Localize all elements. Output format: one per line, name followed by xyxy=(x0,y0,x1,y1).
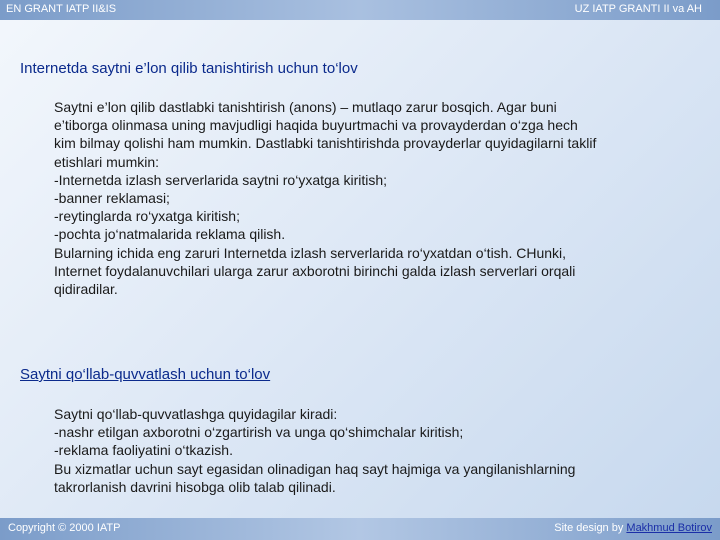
body-line: Bularning ichida eng zaruri Internetda izlash serverlarida ro‘yxatdan o‘tish. CHunki, xyxy=(54,244,567,261)
section-1-body xyxy=(54,98,714,298)
section-2-heading: Saytni qo‘llab-quvvatlash uchun to‘lov xyxy=(20,366,271,383)
list-item: -nashr etilgan axborotni o‘zgartirish va unga qo‘shimchalar kiritish; xyxy=(54,424,464,441)
body-line: kim bilmay qolishi ham mumkin. Dastlabki tanishtirishda provayderlar quyidagilarni taklif xyxy=(54,135,597,152)
list-item: -reklama faoliyatini o‘tkazish. xyxy=(54,442,233,459)
list-item: -banner reklamasi; xyxy=(54,190,170,207)
credit-prefix: Site design by xyxy=(554,522,627,534)
header-left-text: EN GRANT IATP II&IS xyxy=(6,3,117,15)
body-line: Internet foydalanuvchilari ularga zarur axborotni birinchi galda izlash serverlari orqali xyxy=(54,262,576,279)
list-item: -reytinglarda ro‘yxatga kiritish; xyxy=(54,208,240,225)
footer-bar xyxy=(0,518,720,540)
body-line: qidiradilar. xyxy=(54,281,118,298)
list-item: -Internetda izlash serverlarida saytni ro‘yxatga kiritish; xyxy=(54,171,388,188)
author-link[interactable]: Makhmud Botirov xyxy=(626,522,712,534)
header-right-text: UZ IATP GRANTI II va AH xyxy=(574,3,702,15)
site-credit xyxy=(554,522,712,534)
header-bar xyxy=(0,0,720,20)
body-line: Saytni qo‘llab-quvvatlashga quyidagilar kiradi: xyxy=(54,406,338,422)
body-line: etishlari mumkin: xyxy=(54,153,160,170)
body-line: Saytni e’lon qilib dastlabki tanishtirish (anons) – mutlaqo zarur bosqich. Agar buni xyxy=(54,99,557,115)
body-line: e’tiborga olinmasa uning mavjudligi haqida buyurtmachi va provayderdan o‘zga hech xyxy=(54,117,578,134)
copyright-text: Copyright © 2000 IATP xyxy=(8,522,121,534)
section-2-body xyxy=(54,405,714,496)
section-1-heading: Internetda saytni e’lon qilib tanishtirish uchun to‘lov xyxy=(20,60,358,77)
list-item: -pochta jo‘natmalarida reklama qilish. xyxy=(54,226,286,243)
body-line: Bu xizmatlar uchun sayt egasidan olinadigan haq sayt hajmiga va yangilanishlarning xyxy=(54,460,576,477)
body-line: takrorlanish davrini hisobga olib talab qilinadi. xyxy=(54,478,336,495)
